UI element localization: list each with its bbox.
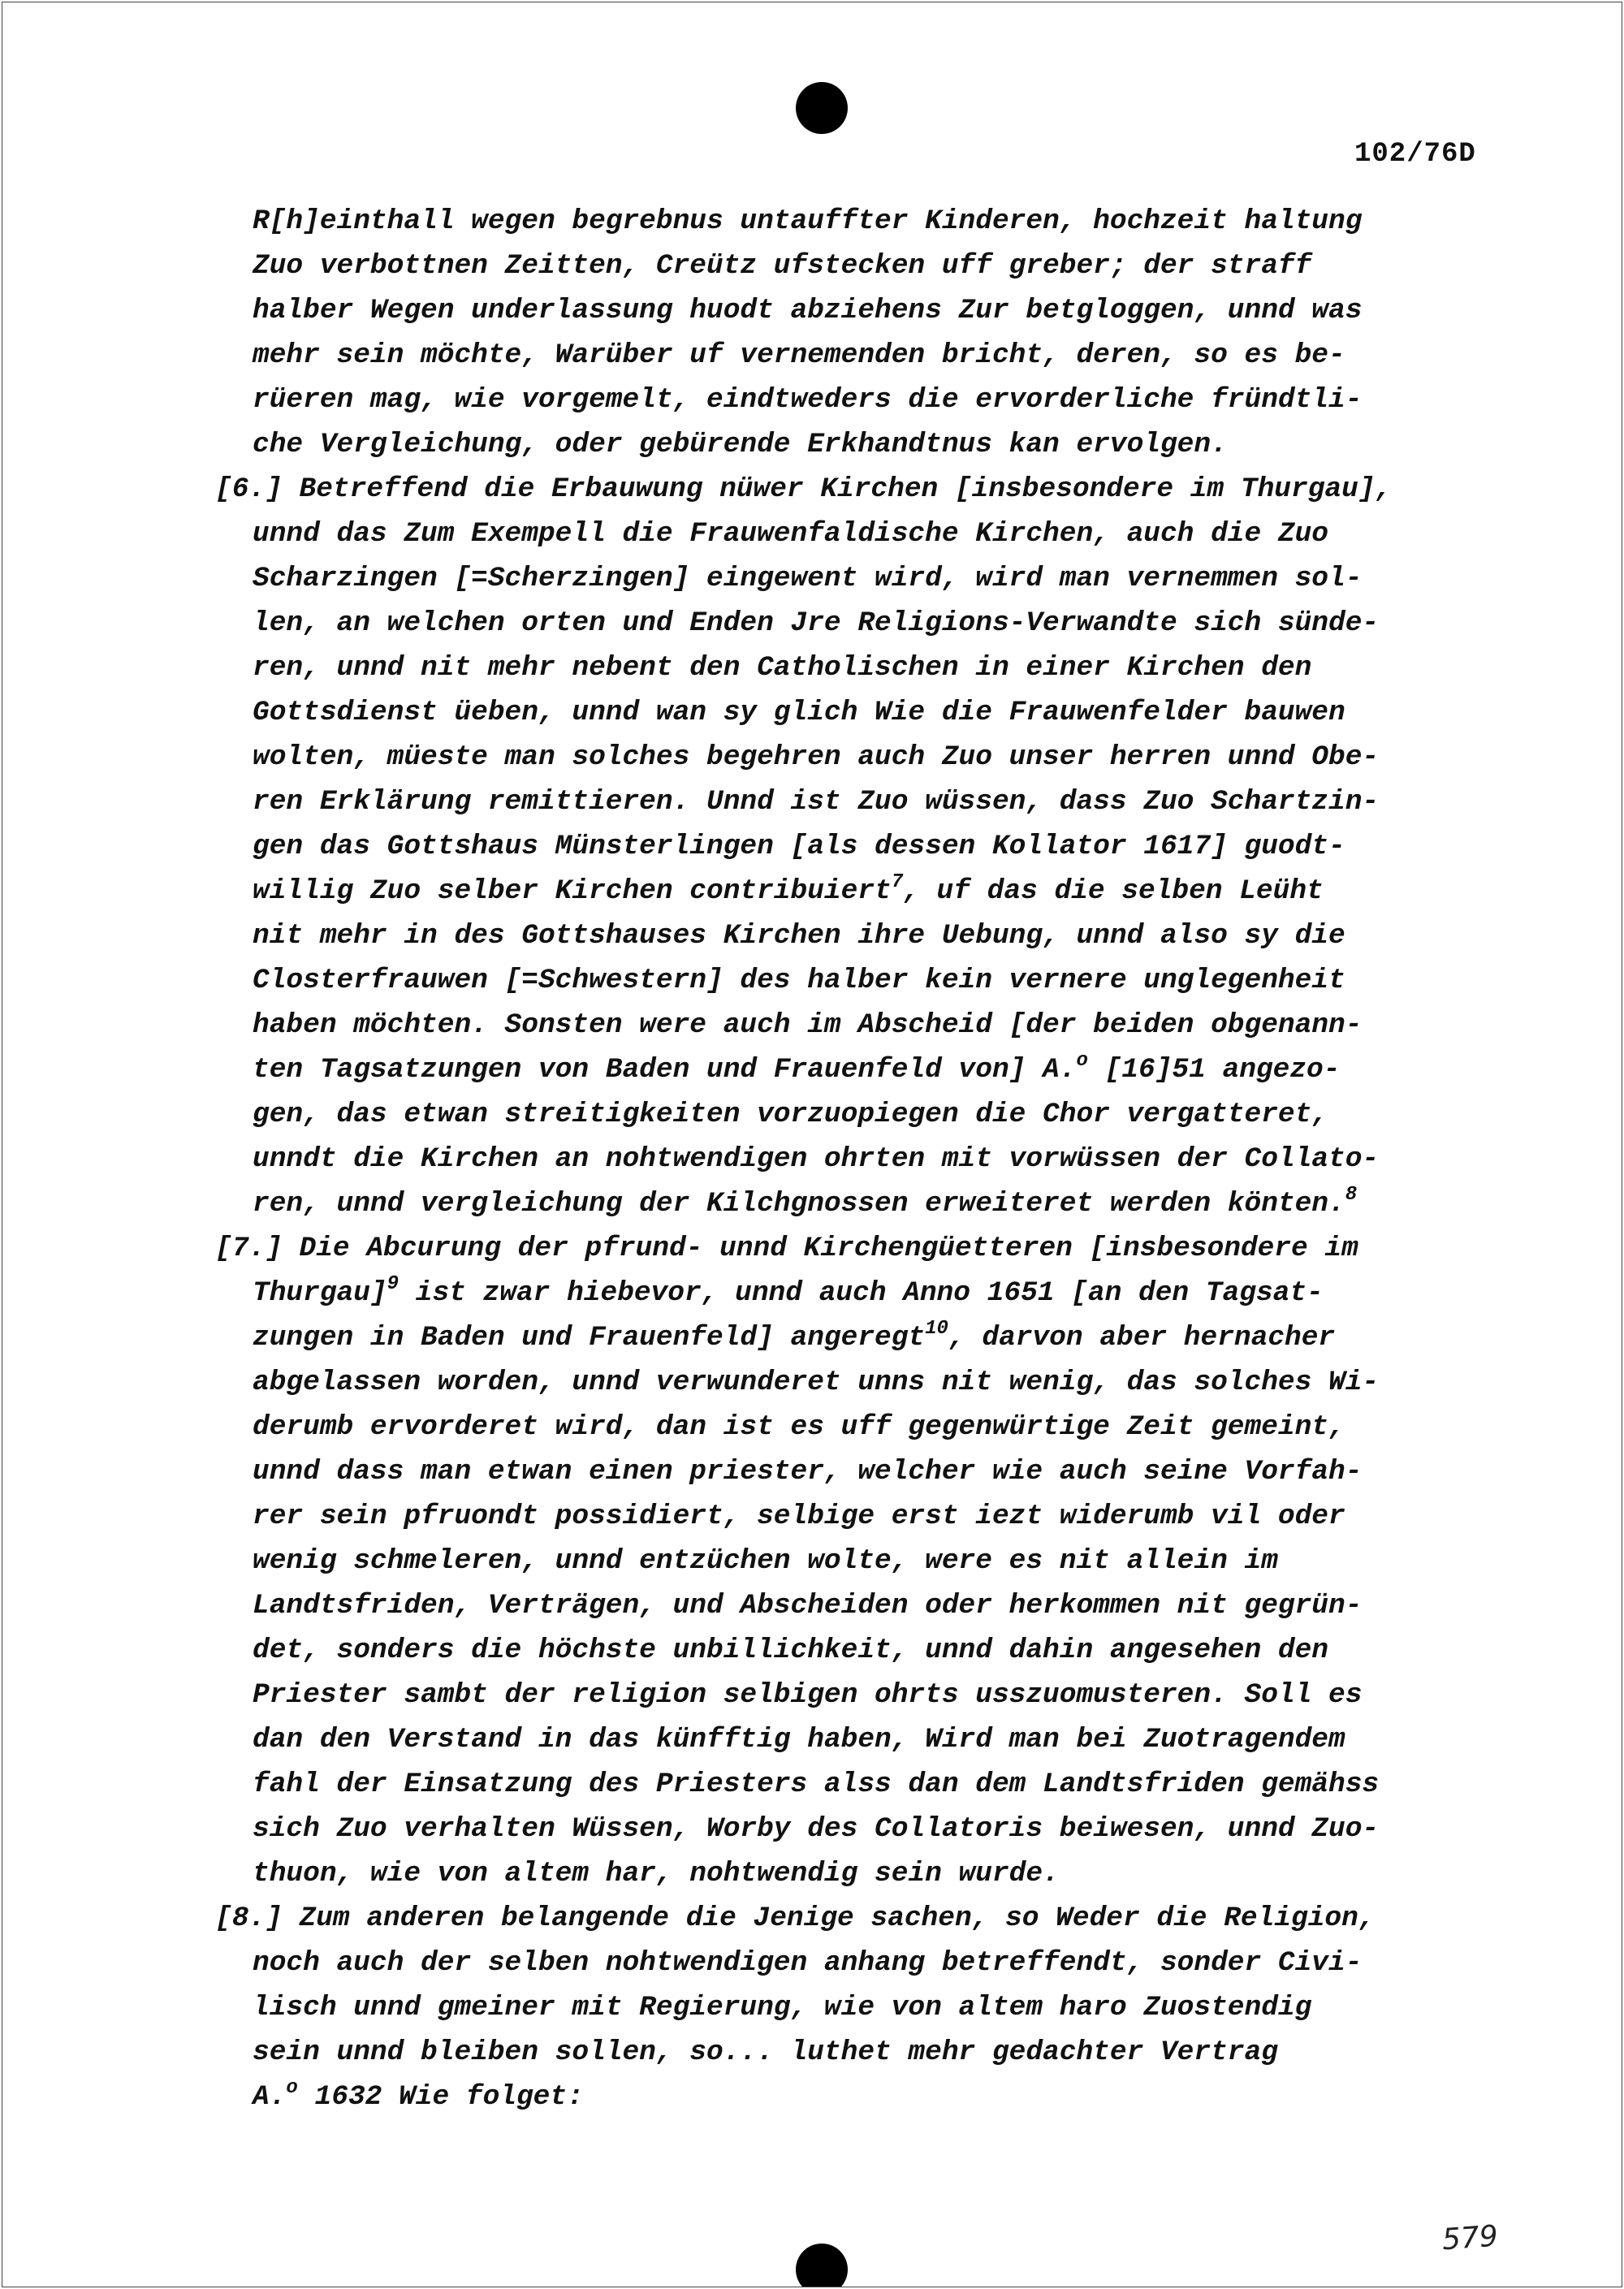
text-line — [253, 1941, 1584, 1985]
text-line — [253, 735, 1584, 780]
page-number: 102/76D — [1354, 139, 1476, 170]
text-line — [253, 1181, 1584, 1226]
text-line — [253, 1047, 1584, 1092]
line-text: ten Tagsatzungen von Baden und Frauenfeld von] A. — [253, 1054, 1077, 1086]
text-line — [253, 512, 1584, 556]
line-text: Priester sambt der religion selbigen ohrts usszuomusteren. Soll es — [253, 1679, 1363, 1711]
line-text: [6.] Betreffend die Erbauwung nüwer Kirchen [insbesondere im Thurgau], — [215, 473, 1393, 505]
text-line — [253, 1539, 1584, 1583]
line-text: willig Zuo selber Kirchen contribuiert — [253, 875, 892, 907]
line-text: Landtsfriden, Verträgen, und Abscheiden oder herkommen nit gegrün- — [253, 1590, 1363, 1622]
text-line — [253, 1673, 1584, 1717]
text-line — [253, 288, 1584, 333]
text-line — [253, 824, 1584, 869]
line-text: wolten, müeste man solches begehren auch Zuo unser herren unnd Obe- — [253, 741, 1380, 773]
line-text: abgelassen worden, unnd verwunderet unns nit wenig, das solches Wi- — [253, 1367, 1380, 1398]
line-text: ren, unnd nit mehr nebent den Catholischen in einer Kirchen den — [253, 652, 1312, 684]
text-line — [215, 467, 1584, 512]
text-line — [253, 1583, 1584, 1628]
line-text: [8.] Zum anderen belangende die Jenige sachen, so Weder die Religion, — [215, 1902, 1376, 1934]
handwritten-page-stamp: 579 — [1440, 2219, 1500, 2257]
text-line — [253, 690, 1584, 735]
text-line — [253, 1628, 1584, 1673]
line-text-continued: 1632 Wie folget: — [297, 2081, 584, 2113]
punch-hole-bottom — [796, 2244, 848, 2287]
text-line — [253, 422, 1584, 467]
text-line — [253, 1985, 1584, 2030]
text-line — [253, 244, 1584, 288]
line-text: Thurgau] — [253, 1277, 387, 1309]
text-line — [253, 1494, 1584, 1539]
line-text: gen das Gottshaus Münsterlingen [als dessen Kollator 1617] guodt- — [253, 831, 1345, 862]
line-text: wenig schmeleren, unnd entzüchen wolte, were es nit allein im — [253, 1545, 1278, 1577]
text-line — [253, 780, 1584, 824]
text-line — [253, 1137, 1584, 1181]
line-text: zungen in Baden und Frauenfeld] angeregt — [253, 1322, 926, 1354]
line-text: unnd dass man etwan einen priester, welcher wie auch seine Vorfah- — [253, 1456, 1363, 1488]
line-text: fahl der Einsatzung des Priesters alss dan dem Landtsfriden gemähss — [253, 1769, 1380, 1800]
text-line — [253, 601, 1584, 646]
line-text: Scharzingen [=Scherzingen] eingewent wird, wird man vernemmen sol- — [253, 563, 1363, 594]
line-text: nit mehr in des Gottshauses Kirchen ihre Uebung, unnd also sy die — [253, 920, 1345, 952]
document-page — [2, 2, 1622, 2287]
text-line — [253, 2030, 1584, 2075]
line-text: noch auch der selben nohtwendigen anhang betreffendt, sonder Civi- — [253, 1947, 1363, 1979]
line-text: ren, unnd vergleichung der Kilchgnossen erweiteret werden könten. — [253, 1188, 1345, 1220]
line-text: che Vergleichung, oder gebürende Erkhandtnus kan ervolgen. — [253, 429, 1228, 460]
footnote-marker: 7 — [891, 871, 904, 893]
footnote-marker: 8 — [1345, 1184, 1358, 1206]
line-text-continued: , uf das die selben Leüht — [903, 875, 1324, 907]
line-text: len, an welchen orten und Enden Jre Religions-Verwandte sich sünde- — [253, 607, 1380, 639]
line-text: [7.] Die Abcurung der pfrund- unnd Kirchengüetteren [insbesondere im — [215, 1233, 1358, 1264]
line-text: sich Zuo verhalten Wüssen, Worby des Collatoris beiwesen, unnd Zuo- — [253, 1813, 1380, 1845]
text-line — [253, 646, 1584, 690]
line-text: halber Wegen underlassung huodt abziehens Zur betgloggen, unnd was — [253, 295, 1363, 326]
text-line — [253, 556, 1584, 601]
text-line — [253, 1807, 1584, 1851]
footnote-marker: 10 — [925, 1318, 948, 1340]
text-line — [253, 1762, 1584, 1807]
line-text: sein unnd bleiben sollen, so... luthet mehr gedachter Vertrag — [253, 2036, 1278, 2068]
line-text-continued: , darvon aber hernacher — [948, 1322, 1336, 1354]
line-text: derumb ervorderet wird, dan ist es uff gegenwürtige Zeit gemeint, — [253, 1411, 1345, 1443]
text-line — [253, 1717, 1584, 1762]
line-text: R[h]einthall wegen begrebnus untauffter Kinderen, hochzeit haltung — [253, 205, 1363, 237]
text-line — [253, 1405, 1584, 1449]
line-text: ren Erklärung remittieren. Unnd ist Zuo wüssen, dass Zuo Schartzin- — [253, 786, 1380, 818]
text-line — [253, 199, 1584, 244]
line-text-continued: [16]51 angezo- — [1087, 1054, 1341, 1086]
line-text: rer sein pfruondt possidiert, selbige erst iezt widerumb vil oder — [253, 1501, 1345, 1532]
text-line — [253, 1851, 1584, 1896]
line-text: haben möchten. Sonsten were auch im Abscheid [der beiden obgenann- — [253, 1009, 1363, 1041]
line-text: Gottsdienst üeben, unnd wan sy glich Wie die Frauwenfelder bauwen — [253, 697, 1345, 728]
footnote-marker: o — [286, 2077, 298, 2099]
text-line — [253, 333, 1584, 378]
line-text: rüeren mag, wie vorgemelt, eindtweders die ervorderliche fründtli- — [253, 384, 1363, 416]
line-text: Closterfrauwen [=Schwestern] des halber kein vernere unglegenheit — [253, 965, 1345, 996]
text-line — [253, 1092, 1584, 1137]
footnote-marker: 9 — [387, 1273, 400, 1295]
text-line — [253, 1271, 1584, 1315]
text-line — [253, 869, 1584, 913]
text-line — [215, 1226, 1584, 1271]
line-text: gen, das etwan streitigkeiten vorzuopiegen die Chor vergatteret, — [253, 1099, 1329, 1130]
text-line — [253, 1449, 1584, 1494]
text-line — [253, 1360, 1584, 1405]
text-line — [253, 1003, 1584, 1047]
line-text: det, sonders die höchste unbillichkeit, unnd dahin angesehen den — [253, 1635, 1329, 1666]
line-text: mehr sein möchte, Warüber uf vernemenden bricht, deren, so es be- — [253, 339, 1345, 371]
text-line — [253, 2075, 1584, 2119]
line-text-continued: ist zwar hiebevor, unnd auch Anno 1651 [an den Tagsat- — [399, 1277, 1324, 1309]
line-text: lisch unnd gmeiner mit Regierung, wie von altem haro Zuostendig — [253, 1992, 1312, 2023]
text-line — [253, 958, 1584, 1003]
punch-hole-top — [796, 82, 848, 134]
line-text: dan den Verstand in das künfftig haben, Wird man bei Zuotragendem — [253, 1724, 1345, 1756]
line-text: unnd das Zum Exempell die Frauwenfaldische Kirchen, auch die Zuo — [253, 518, 1329, 550]
line-text: unndt die Kirchen an nohtwendigen ohrten mit vorwüssen der Collato- — [253, 1143, 1380, 1175]
document-body — [215, 199, 1584, 2119]
text-line — [253, 913, 1584, 958]
text-line — [215, 1896, 1584, 1941]
line-text: A. — [253, 2081, 287, 2113]
text-line — [253, 1315, 1584, 1360]
text-line — [253, 378, 1584, 422]
line-text: thuon, wie von altem har, nohtwendig sein wurde. — [253, 1858, 1060, 1890]
footnote-marker: o — [1076, 1050, 1088, 1072]
line-text: Zuo verbottnen Zeitten, Creütz ufstecken uff greber; der straff — [253, 250, 1312, 282]
